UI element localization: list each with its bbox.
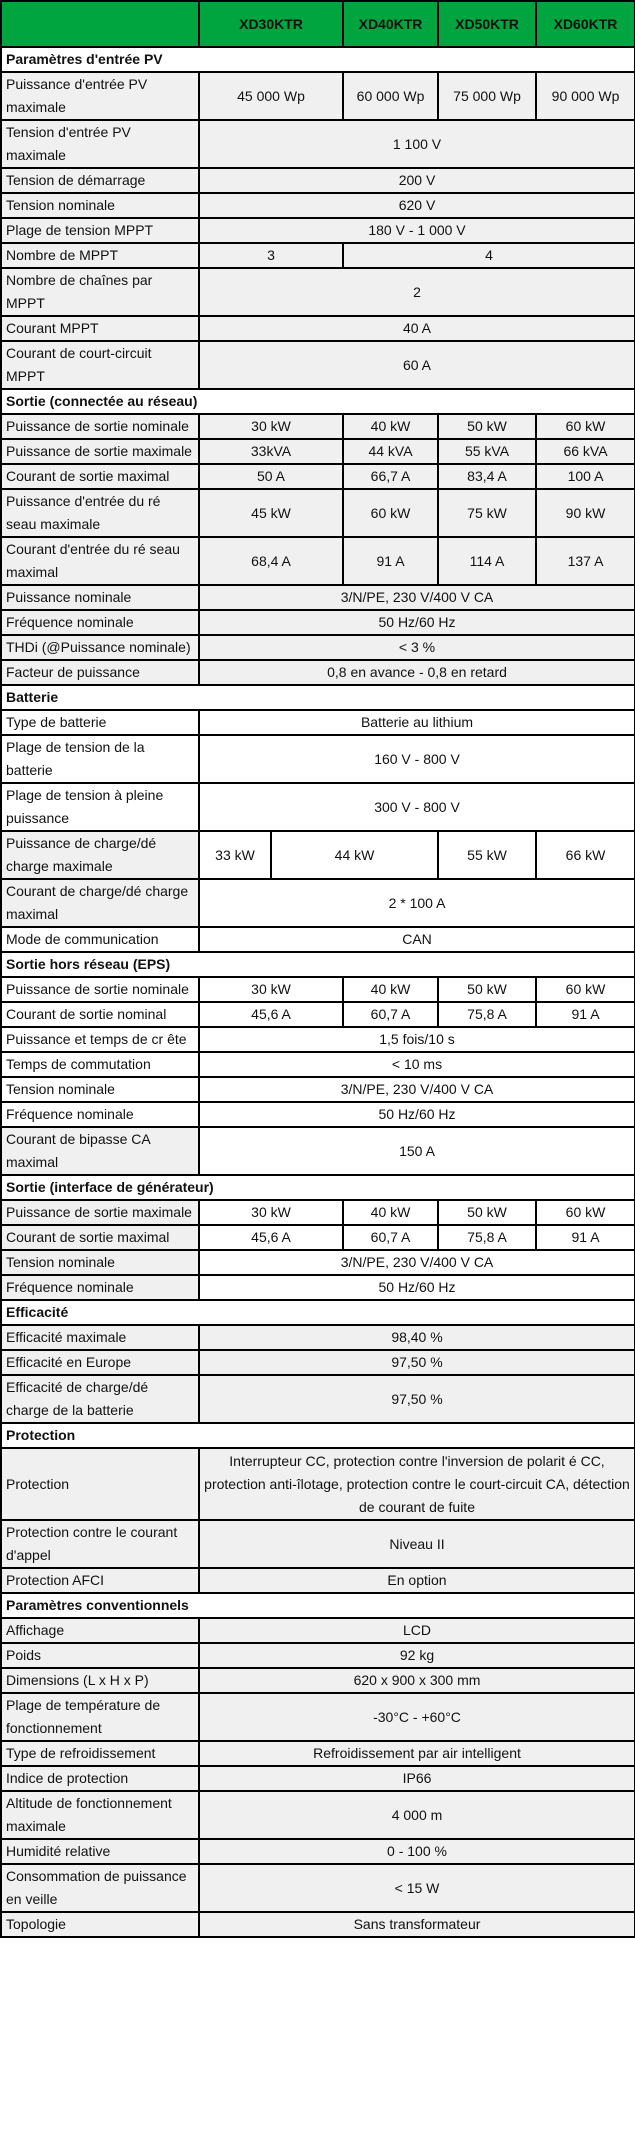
cell-value: Interrupteur CC, protection contre l'inversion de polarit é CC, protection anti-îlotage, protection contre le court-circuit CA, détection de courant de fuite <box>199 1448 635 1520</box>
table-row <box>1 1225 635 1250</box>
table-row <box>1 1741 635 1766</box>
cell-value: 55 kVA <box>438 439 536 464</box>
row-label: Puissance de sortie maximale <box>1 439 199 464</box>
table-row <box>1 193 635 218</box>
table-row <box>1 1693 635 1741</box>
row-label: Plage de tension de la batterie <box>1 735 199 783</box>
section-row <box>1 1593 635 1618</box>
row-label: Tension nominale <box>1 1077 199 1102</box>
cell-value: 50 kW <box>438 414 536 439</box>
cell-value: 620 V <box>199 193 635 218</box>
cell-value: 45 kW <box>199 489 343 537</box>
table-row <box>1 1375 635 1423</box>
cell-value: 2 <box>199 268 635 316</box>
table-row <box>1 1912 635 1937</box>
table-row <box>1 1568 635 1593</box>
cell-value: 60 A <box>199 341 635 389</box>
table-row <box>1 1077 635 1102</box>
section-row <box>1 685 635 710</box>
row-label: Consommation de puissance en veille <box>1 1864 199 1912</box>
cell-value: 3/N/PE, 230 V/400 V CA <box>199 585 635 610</box>
cell-value: 300 V - 800 V <box>199 783 635 831</box>
cell-value: 66 kVA <box>536 439 635 464</box>
row-label: Efficacité en Europe <box>1 1350 199 1375</box>
row-label: Puissance de sortie nominale <box>1 414 199 439</box>
row-label: Mode de communication <box>1 927 199 952</box>
cell-value: 97,50 % <box>199 1375 635 1423</box>
header-xd30ktr: XD30KTR <box>199 1 343 47</box>
cell-value: 200 V <box>199 168 635 193</box>
table-row <box>1 831 635 879</box>
row-label: Courant de sortie nominal <box>1 1002 199 1027</box>
table-row <box>1 610 635 635</box>
table-row <box>1 1448 635 1520</box>
row-label: Humidité relative <box>1 1839 199 1864</box>
cell-value: 60 kW <box>536 977 635 1002</box>
row-label: Courant de bipasse CA maximal <box>1 1127 199 1175</box>
row-label: Efficacité de charge/dé charge de la batterie <box>1 1375 199 1423</box>
table-row <box>1 464 635 489</box>
cell-value: 114 A <box>438 537 536 585</box>
row-label: Protection contre le courant d'appel <box>1 1520 199 1568</box>
cell-value: Sans transformateur <box>199 1912 635 1937</box>
cell-value: 90 000 Wp <box>536 72 635 120</box>
row-label: Topologie <box>1 1912 199 1937</box>
cell-value: 50 Hz/60 Hz <box>199 1102 635 1127</box>
row-label: Indice de protection <box>1 1766 199 1791</box>
row-label: Protection AFCI <box>1 1568 199 1593</box>
table-row <box>1 1791 635 1839</box>
table-row <box>1 268 635 316</box>
cell-value: 60 kW <box>343 489 438 537</box>
table-row <box>1 1839 635 1864</box>
table-row <box>1 1200 635 1225</box>
cell-value: 44 kVA <box>343 439 438 464</box>
row-label: Fréquence nominale <box>1 610 199 635</box>
header-xd40ktr: XD40KTR <box>343 1 438 47</box>
table-row <box>1 1766 635 1791</box>
cell-value: 30 kW <box>199 977 343 1002</box>
row-label: Courant de charge/dé charge maximal <box>1 879 199 927</box>
section-title-eps: Sortie hors réseau (EPS) <box>1 952 635 977</box>
cell-value: 40 A <box>199 316 635 341</box>
table-row <box>1 710 635 735</box>
row-label: Puissance nominale <box>1 585 199 610</box>
row-label: Puissance et temps de cr ête <box>1 1027 199 1052</box>
cell-value: 91 A <box>343 537 438 585</box>
table-row <box>1 1520 635 1568</box>
row-label: Fréquence nominale <box>1 1275 199 1300</box>
cell-value: 4 <box>343 243 635 268</box>
header-xd50ktr: XD50KTR <box>438 1 536 47</box>
cell-value: 97,50 % <box>199 1350 635 1375</box>
cell-value: 3/N/PE, 230 V/400 V CA <box>199 1250 635 1275</box>
cell-value: 75,8 A <box>438 1002 536 1027</box>
cell-value: 3/N/PE, 230 V/400 V CA <box>199 1077 635 1102</box>
table-row <box>1 1250 635 1275</box>
cell-value: 33kVA <box>199 439 343 464</box>
row-label: Tension d'entrée PV maximale <box>1 120 199 168</box>
cell-value: 98,40 % <box>199 1325 635 1350</box>
table-row <box>1 218 635 243</box>
cell-value: 60,7 A <box>343 1225 438 1250</box>
table-row <box>1 927 635 952</box>
table-row <box>1 439 635 464</box>
row-label: Plage de tension à pleine puissance <box>1 783 199 831</box>
row-label: Temps de commutation <box>1 1052 199 1077</box>
cell-value: 83,4 A <box>438 464 536 489</box>
row-label: Poids <box>1 1643 199 1668</box>
row-label: Efficacité maximale <box>1 1325 199 1350</box>
row-label: Puissance d'entrée du ré seau maximale <box>1 489 199 537</box>
section-row <box>1 1423 635 1448</box>
cell-value: 3 <box>199 243 343 268</box>
row-label: Courant MPPT <box>1 316 199 341</box>
cell-value: 40 kW <box>343 414 438 439</box>
section-title-grid: Sortie (connectée au réseau) <box>1 389 635 414</box>
cell-value: -30°C - +60°C <box>199 1693 635 1741</box>
row-label: Facteur de puissance <box>1 660 199 685</box>
cell-value: 50 A <box>199 464 343 489</box>
section-title-generator: Sortie (interface de générateur) <box>1 1175 635 1200</box>
row-label: Affichage <box>1 1618 199 1643</box>
header-xd60ktr: XD60KTR <box>536 1 635 47</box>
table-row <box>1 585 635 610</box>
section-title-pv: Paramètres d'entrée PV <box>1 47 635 72</box>
cell-value: 620 x 900 x 300 mm <box>199 1668 635 1693</box>
header-row <box>1 1 635 47</box>
cell-value: IP66 <box>199 1766 635 1791</box>
cell-value: 100 A <box>536 464 635 489</box>
table-row <box>1 120 635 168</box>
cell-value: En option <box>199 1568 635 1593</box>
cell-value: 75 000 Wp <box>438 72 536 120</box>
cell-value: 75,8 A <box>438 1225 536 1250</box>
table-row <box>1 168 635 193</box>
cell-value: Refroidissement par air intelligent <box>199 1741 635 1766</box>
cell-value: 60,7 A <box>343 1002 438 1027</box>
cell-value: 75 kW <box>438 489 536 537</box>
cell-value: 160 V - 800 V <box>199 735 635 783</box>
table-row <box>1 1350 635 1375</box>
table-row <box>1 1027 635 1052</box>
row-label: Nombre de chaînes par MPPT <box>1 268 199 316</box>
row-label: Puissance d'entrée PV maximale <box>1 72 199 120</box>
section-title-battery: Batterie <box>1 685 635 710</box>
cell-value: 1,5 fois/10 s <box>199 1027 635 1052</box>
table-row <box>1 635 635 660</box>
section-row <box>1 952 635 977</box>
table-row <box>1 977 635 1002</box>
cell-value: 91 A <box>536 1002 635 1027</box>
section-row <box>1 47 635 72</box>
row-label: Type de refroidissement <box>1 1741 199 1766</box>
table-row <box>1 489 635 537</box>
cell-value: 45,6 A <box>199 1225 343 1250</box>
row-label: Courant d'entrée du ré seau maximal <box>1 537 199 585</box>
cell-value: 55 kW <box>438 831 536 879</box>
cell-value: 60 000 Wp <box>343 72 438 120</box>
cell-value: 60 kW <box>536 414 635 439</box>
cell-value: 45 000 Wp <box>199 72 343 120</box>
row-label: Puissance de sortie maximale <box>1 1200 199 1225</box>
cell-value: 40 kW <box>343 1200 438 1225</box>
row-label: Type de batterie <box>1 710 199 735</box>
table-row <box>1 414 635 439</box>
cell-value: 30 kW <box>199 414 343 439</box>
cell-value: 30 kW <box>199 1200 343 1225</box>
cell-value: 2 * 100 A <box>199 879 635 927</box>
cell-value: 66,7 A <box>343 464 438 489</box>
row-label: Plage de température de fonctionnement <box>1 1693 199 1741</box>
row-label: THDi (@Puissance nominale) <box>1 635 199 660</box>
cell-value: 90 kW <box>536 489 635 537</box>
row-label: Puissance de sortie nominale <box>1 977 199 1002</box>
section-row <box>1 1175 635 1200</box>
cell-value: 40 kW <box>343 977 438 1002</box>
row-label: Tension nominale <box>1 1250 199 1275</box>
table-row <box>1 1668 635 1693</box>
cell-value: Batterie au lithium <box>199 710 635 735</box>
table-row <box>1 243 635 268</box>
cell-value: < 10 ms <box>199 1052 635 1077</box>
row-label: Fréquence nominale <box>1 1102 199 1127</box>
table-row <box>1 341 635 389</box>
row-label: Tension nominale <box>1 193 199 218</box>
row-label: Courant de court-circuit MPPT <box>1 341 199 389</box>
cell-value: 180 V - 1 000 V <box>199 218 635 243</box>
cell-value: 0 - 100 % <box>199 1839 635 1864</box>
row-label: Nombre de MPPT <box>1 243 199 268</box>
row-label: Tension de démarrage <box>1 168 199 193</box>
table-row <box>1 316 635 341</box>
row-label: Plage de tension MPPT <box>1 218 199 243</box>
table-row <box>1 1052 635 1077</box>
cell-value: 1 100 V <box>199 120 635 168</box>
table-row <box>1 1127 635 1175</box>
row-label: Courant de sortie maximal <box>1 1225 199 1250</box>
cell-value: 4 000 m <box>199 1791 635 1839</box>
table-row <box>1 1275 635 1300</box>
table-row <box>1 1002 635 1027</box>
table-row <box>1 735 635 783</box>
cell-value: 33 kW <box>199 831 271 879</box>
cell-value: 50 kW <box>438 977 536 1002</box>
cell-value: 50 Hz/60 Hz <box>199 610 635 635</box>
table-row <box>1 1102 635 1127</box>
cell-value: 45,6 A <box>199 1002 343 1027</box>
cell-value: 50 Hz/60 Hz <box>199 1275 635 1300</box>
section-title-efficiency: Efficacité <box>1 1300 635 1325</box>
table-row <box>1 537 635 585</box>
table-row <box>1 1864 635 1912</box>
header-blank <box>1 1 199 47</box>
cell-value: 137 A <box>536 537 635 585</box>
table-row <box>1 1325 635 1350</box>
cell-value: 60 kW <box>536 1200 635 1225</box>
cell-value: 150 A <box>199 1127 635 1175</box>
section-row <box>1 1300 635 1325</box>
cell-value: < 3 % <box>199 635 635 660</box>
row-label: Dimensions (L x H x P) <box>1 1668 199 1693</box>
table-row <box>1 1618 635 1643</box>
section-title-protection: Protection <box>1 1423 635 1448</box>
row-label: Puissance de charge/dé charge maximale <box>1 831 199 879</box>
section-row <box>1 389 635 414</box>
cell-value: 66 kW <box>536 831 635 879</box>
row-label: Protection <box>1 1448 199 1520</box>
cell-value: 68,4 A <box>199 537 343 585</box>
row-label: Altitude de fonctionnement maximale <box>1 1791 199 1839</box>
cell-value: 92 kg <box>199 1643 635 1668</box>
cell-value: LCD <box>199 1618 635 1643</box>
cell-value: Niveau II <box>199 1520 635 1568</box>
section-title-general: Paramètres conventionnels <box>1 1593 635 1618</box>
cell-value: < 15 W <box>199 1864 635 1912</box>
cell-value: 50 kW <box>438 1200 536 1225</box>
cell-value: 91 A <box>536 1225 635 1250</box>
table-row <box>1 72 635 120</box>
cell-value: 44 kW <box>271 831 438 879</box>
row-label: Courant de sortie maximal <box>1 464 199 489</box>
table-row <box>1 660 635 685</box>
table-row <box>1 1643 635 1668</box>
cell-value: CAN <box>199 927 635 952</box>
table-row <box>1 783 635 831</box>
cell-value: 0,8 en avance - 0,8 en retard <box>199 660 635 685</box>
table-row <box>1 879 635 927</box>
